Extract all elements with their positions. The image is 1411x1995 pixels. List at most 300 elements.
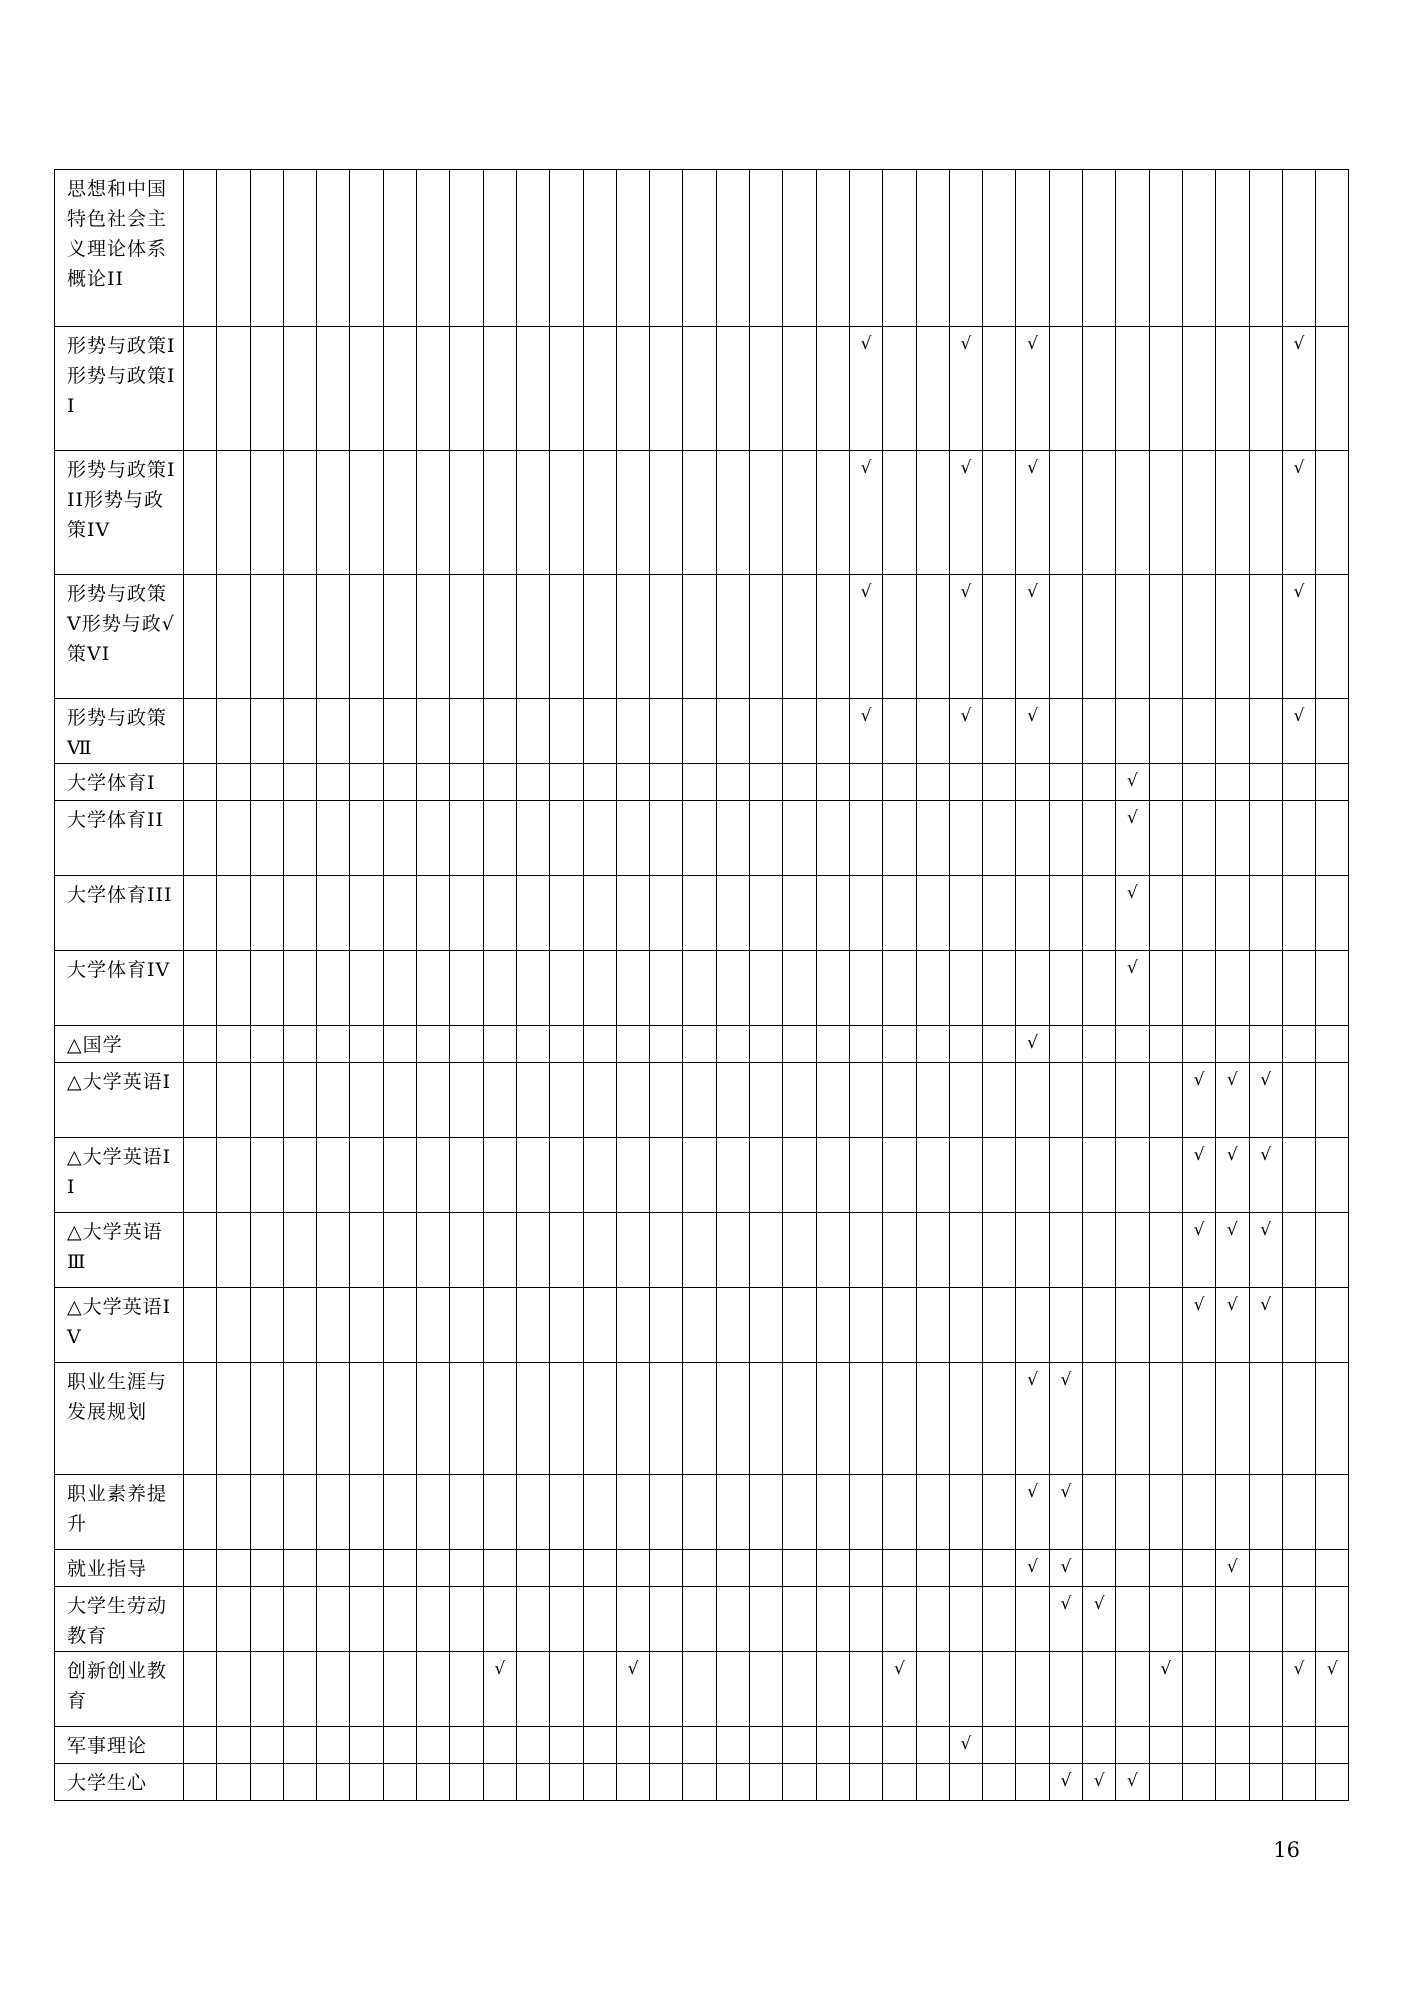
- course-name-cell: △国学: [55, 1026, 184, 1063]
- matrix-cell: [849, 1550, 882, 1587]
- matrix-cell: [883, 1363, 916, 1475]
- matrix-cell: [317, 1213, 350, 1288]
- check-mark: √: [1293, 1659, 1305, 1679]
- matrix-cell: [650, 1213, 683, 1288]
- matrix-cell: [516, 1288, 549, 1363]
- matrix-cell: [1282, 1764, 1315, 1801]
- matrix-cell: [1083, 699, 1116, 764]
- matrix-cell: [550, 1026, 583, 1063]
- matrix-cell: [184, 1550, 217, 1587]
- matrix-cell: [750, 1475, 783, 1550]
- check-mark: √: [1260, 1070, 1272, 1090]
- table-row: [55, 1138, 1349, 1213]
- matrix-cell: [1116, 1363, 1149, 1475]
- matrix-cell: [849, 327, 882, 451]
- matrix-cell: [916, 876, 949, 951]
- matrix-cell: [1249, 1363, 1282, 1475]
- matrix-cell: [683, 1213, 716, 1288]
- matrix-cell: [583, 1138, 616, 1213]
- matrix-cell: [650, 451, 683, 575]
- matrix-cell: [350, 801, 383, 876]
- matrix-cell: [916, 327, 949, 451]
- check-mark: √: [893, 1659, 905, 1679]
- matrix-cell: [949, 1063, 982, 1138]
- check-mark: √: [1127, 1771, 1138, 1791]
- matrix-cell: [983, 170, 1016, 327]
- matrix-cell: [983, 451, 1016, 575]
- matrix-cell: [1216, 801, 1249, 876]
- matrix-cell: [650, 801, 683, 876]
- matrix-cell: [483, 451, 516, 575]
- matrix-cell: [1216, 1764, 1249, 1801]
- matrix-cell: [583, 170, 616, 327]
- matrix-cell: [616, 327, 649, 451]
- matrix-cell: [450, 170, 483, 327]
- matrix-cell: [184, 1652, 217, 1727]
- check-mark: √: [1193, 1070, 1205, 1090]
- matrix-cell: [217, 764, 250, 801]
- matrix-cell: [716, 951, 749, 1026]
- matrix-cell: [550, 876, 583, 951]
- matrix-cell: [583, 1288, 616, 1363]
- matrix-cell: [417, 1587, 450, 1652]
- matrix-cell: [616, 764, 649, 801]
- matrix-cell: [450, 327, 483, 451]
- matrix-cell: [816, 764, 849, 801]
- matrix-cell: [417, 1727, 450, 1764]
- matrix-cell: [1182, 451, 1215, 575]
- check-mark: √: [1093, 1594, 1105, 1614]
- matrix-cell: [417, 1652, 450, 1727]
- check-mark: √: [1060, 1771, 1072, 1791]
- matrix-cell: [916, 1026, 949, 1063]
- matrix-cell: [949, 1026, 982, 1063]
- matrix-cell: [883, 170, 916, 327]
- table-row: [55, 1652, 1349, 1727]
- matrix-cell: [683, 699, 716, 764]
- matrix-cell: [450, 451, 483, 575]
- matrix-cell: [783, 764, 816, 801]
- matrix-cell: [1049, 1587, 1082, 1652]
- matrix-cell: [417, 1363, 450, 1475]
- matrix-cell: [1016, 1363, 1049, 1475]
- matrix-cell: [450, 951, 483, 1026]
- matrix-cell: [1149, 1363, 1182, 1475]
- matrix-cell: [883, 1288, 916, 1363]
- matrix-cell: [849, 170, 882, 327]
- matrix-cell: [1083, 876, 1116, 951]
- matrix-cell: [550, 1288, 583, 1363]
- matrix-cell: [1049, 1288, 1082, 1363]
- matrix-cell: [683, 764, 716, 801]
- matrix-cell: [483, 1727, 516, 1764]
- matrix-cell: [283, 1138, 316, 1213]
- check-mark: √: [1260, 1145, 1272, 1165]
- matrix-cell: [1182, 1764, 1215, 1801]
- check-mark: √: [1060, 1482, 1072, 1502]
- matrix-cell: [1282, 451, 1315, 575]
- matrix-cell: [317, 1652, 350, 1727]
- course-name-cell: 大学生心: [55, 1764, 184, 1801]
- matrix-cell: [650, 1587, 683, 1652]
- check-mark: √: [1226, 1295, 1238, 1315]
- matrix-cell: [184, 451, 217, 575]
- matrix-cell: [217, 951, 250, 1026]
- matrix-cell: [283, 1026, 316, 1063]
- matrix-cell: [417, 801, 450, 876]
- matrix-cell: [184, 801, 217, 876]
- matrix-cell: [750, 451, 783, 575]
- matrix-cell: [184, 876, 217, 951]
- matrix-cell: [417, 1288, 450, 1363]
- matrix-cell: [317, 1063, 350, 1138]
- matrix-cell: [217, 1363, 250, 1475]
- matrix-cell: [1249, 1550, 1282, 1587]
- matrix-cell: [217, 1764, 250, 1801]
- matrix-cell: [383, 575, 416, 699]
- matrix-cell: [1316, 1587, 1349, 1652]
- matrix-cell: [816, 1550, 849, 1587]
- matrix-cell: [1316, 1727, 1349, 1764]
- matrix-cell: [849, 1764, 882, 1801]
- matrix-cell: [750, 764, 783, 801]
- matrix-cell: [1149, 1138, 1182, 1213]
- check-mark: √: [1027, 1482, 1038, 1502]
- matrix-cell: [184, 1764, 217, 1801]
- matrix-cell: [783, 1764, 816, 1801]
- matrix-cell: [783, 327, 816, 451]
- matrix-cell: [184, 1213, 217, 1288]
- matrix-cell: [483, 170, 516, 327]
- matrix-cell: [217, 575, 250, 699]
- matrix-cell: [783, 699, 816, 764]
- matrix-cell: [450, 801, 483, 876]
- matrix-cell: [983, 1026, 1016, 1063]
- matrix-cell: [583, 1764, 616, 1801]
- matrix-cell: [283, 170, 316, 327]
- matrix-cell: [283, 1587, 316, 1652]
- matrix-cell: [1282, 1363, 1315, 1475]
- check-mark: √: [1127, 883, 1138, 903]
- matrix-cell: [783, 1213, 816, 1288]
- matrix-cell: [1216, 1363, 1249, 1475]
- matrix-cell: [550, 1727, 583, 1764]
- matrix-cell: [350, 1550, 383, 1587]
- matrix-cell: [1083, 1764, 1116, 1801]
- matrix-cell: [1116, 1213, 1149, 1288]
- matrix-cell: [1049, 1138, 1082, 1213]
- matrix-cell: [317, 1363, 350, 1475]
- matrix-cell: [683, 170, 716, 327]
- matrix-cell: [1049, 1727, 1082, 1764]
- check-mark: √: [960, 1734, 972, 1754]
- matrix-cell: [650, 876, 683, 951]
- matrix-cell: [317, 1550, 350, 1587]
- matrix-cell: [1249, 1138, 1282, 1213]
- matrix-cell: [1316, 1026, 1349, 1063]
- matrix-cell: [949, 575, 982, 699]
- matrix-cell: [350, 1587, 383, 1652]
- matrix-cell: [583, 1652, 616, 1727]
- matrix-cell: [616, 451, 649, 575]
- matrix-cell: [350, 1026, 383, 1063]
- matrix-cell: [1316, 1213, 1349, 1288]
- matrix-cell: [550, 1652, 583, 1727]
- matrix-cell: [750, 1550, 783, 1587]
- check-mark: √: [1226, 1557, 1238, 1577]
- matrix-cell: [750, 170, 783, 327]
- matrix-cell: [516, 451, 549, 575]
- matrix-cell: [983, 1063, 1016, 1138]
- course-name-cell: 大学生劳动教育: [55, 1587, 184, 1652]
- table-row: [55, 575, 1349, 699]
- matrix-cell: [949, 876, 982, 951]
- matrix-cell: [1316, 575, 1349, 699]
- course-name-cell: 大学体育II: [55, 801, 184, 876]
- matrix-cell: [516, 801, 549, 876]
- matrix-cell: [417, 327, 450, 451]
- matrix-cell: [1083, 1363, 1116, 1475]
- matrix-cell: [1083, 1727, 1116, 1764]
- matrix-cell: [417, 1764, 450, 1801]
- matrix-cell: [1116, 951, 1149, 1026]
- matrix-cell: [317, 327, 350, 451]
- matrix-cell: [317, 1727, 350, 1764]
- check-mark: √: [1226, 1070, 1238, 1090]
- matrix-cell: [250, 1764, 283, 1801]
- matrix-cell: [583, 327, 616, 451]
- matrix-cell: [816, 170, 849, 327]
- matrix-cell: [1249, 699, 1282, 764]
- matrix-cell: [217, 1288, 250, 1363]
- matrix-cell: [1282, 327, 1315, 451]
- matrix-cell: [450, 1138, 483, 1213]
- matrix-cell: [383, 801, 416, 876]
- table-row: [55, 951, 1349, 1026]
- matrix-cell: [1116, 699, 1149, 764]
- matrix-cell: [483, 1213, 516, 1288]
- matrix-cell: [1182, 1138, 1215, 1213]
- matrix-cell: [683, 1550, 716, 1587]
- matrix-cell: [916, 575, 949, 699]
- matrix-cell: [383, 1652, 416, 1727]
- matrix-cell: [1182, 699, 1215, 764]
- matrix-cell: [550, 451, 583, 575]
- matrix-cell: [417, 451, 450, 575]
- matrix-cell: [250, 801, 283, 876]
- matrix-cell: [1149, 1550, 1182, 1587]
- matrix-cell: [983, 327, 1016, 451]
- matrix-cell: [750, 1764, 783, 1801]
- matrix-cell: [483, 1063, 516, 1138]
- matrix-cell: [616, 1727, 649, 1764]
- matrix-cell: [184, 1727, 217, 1764]
- matrix-cell: [350, 876, 383, 951]
- course-name-cell: 职业素养提升: [55, 1475, 184, 1550]
- matrix-cell: [1316, 451, 1349, 575]
- matrix-cell: [650, 1138, 683, 1213]
- matrix-cell: [1083, 1213, 1116, 1288]
- matrix-cell: [1282, 170, 1315, 327]
- matrix-cell: [516, 1063, 549, 1138]
- matrix-cell: [983, 1652, 1016, 1727]
- matrix-cell: [483, 1475, 516, 1550]
- matrix-cell: [949, 170, 982, 327]
- matrix-cell: [783, 1138, 816, 1213]
- matrix-cell: [1149, 951, 1182, 1026]
- matrix-cell: [217, 876, 250, 951]
- check-mark: √: [494, 1659, 506, 1679]
- matrix-cell: [217, 451, 250, 575]
- matrix-cell: [816, 1475, 849, 1550]
- matrix-cell: [317, 876, 350, 951]
- matrix-cell: [450, 1764, 483, 1801]
- matrix-cell: [1182, 1063, 1215, 1138]
- check-mark: √: [627, 1659, 639, 1679]
- matrix-cell: [816, 1764, 849, 1801]
- matrix-cell: [1182, 1363, 1215, 1475]
- matrix-cell: [716, 1764, 749, 1801]
- matrix-cell: [483, 1764, 516, 1801]
- matrix-cell: [716, 1727, 749, 1764]
- matrix-cell: [417, 1213, 450, 1288]
- matrix-cell: [1149, 1063, 1182, 1138]
- check-mark: √: [1027, 706, 1038, 726]
- matrix-cell: [217, 1026, 250, 1063]
- matrix-cell: [1049, 170, 1082, 327]
- matrix-cell: [283, 699, 316, 764]
- matrix-cell: [1182, 170, 1215, 327]
- matrix-cell: [883, 575, 916, 699]
- matrix-cell: [816, 1363, 849, 1475]
- matrix-cell: [1083, 1288, 1116, 1363]
- matrix-cell: [1083, 951, 1116, 1026]
- matrix-cell: [716, 1026, 749, 1063]
- matrix-cell: [1282, 575, 1315, 699]
- table-row: [55, 451, 1349, 575]
- matrix-cell: [783, 1363, 816, 1475]
- matrix-cell: [1282, 1288, 1315, 1363]
- matrix-cell: [217, 1138, 250, 1213]
- matrix-cell: [1282, 1026, 1315, 1063]
- matrix-cell: [1216, 575, 1249, 699]
- matrix-cell: [383, 1550, 416, 1587]
- matrix-cell: [983, 575, 1016, 699]
- matrix-cell: [616, 1587, 649, 1652]
- matrix-cell: [1182, 1550, 1215, 1587]
- matrix-cell: [350, 699, 383, 764]
- matrix-cell: [350, 327, 383, 451]
- matrix-cell: [616, 1475, 649, 1550]
- matrix-cell: [750, 1213, 783, 1288]
- matrix-cell: [1216, 1550, 1249, 1587]
- matrix-cell: [883, 1587, 916, 1652]
- matrix-cell: [250, 1727, 283, 1764]
- matrix-cell: [816, 451, 849, 575]
- matrix-cell: [1182, 327, 1215, 451]
- matrix-cell: [583, 1475, 616, 1550]
- matrix-cell: [1149, 876, 1182, 951]
- matrix-cell: [750, 1652, 783, 1727]
- check-mark: √: [1193, 1295, 1205, 1315]
- matrix-cell: [283, 1363, 316, 1475]
- matrix-cell: [650, 699, 683, 764]
- matrix-cell: [1049, 1363, 1082, 1475]
- matrix-cell: [283, 1288, 316, 1363]
- matrix-cell: [1116, 1138, 1149, 1213]
- matrix-cell: [417, 1475, 450, 1550]
- matrix-cell: [1116, 801, 1149, 876]
- matrix-cell: [1149, 1652, 1182, 1727]
- matrix-cell: [1116, 327, 1149, 451]
- course-name-cell: △大学英语IV: [55, 1288, 184, 1363]
- check-mark: √: [1060, 1370, 1072, 1390]
- matrix-cell: [283, 1475, 316, 1550]
- matrix-cell: [450, 876, 483, 951]
- table-row: [55, 1764, 1349, 1801]
- matrix-cell: [217, 1475, 250, 1550]
- matrix-cell: [1282, 951, 1315, 1026]
- matrix-cell: [883, 1063, 916, 1138]
- matrix-cell: [450, 764, 483, 801]
- check-mark: √: [1027, 1033, 1038, 1053]
- matrix-cell: [250, 1475, 283, 1550]
- matrix-cell: [716, 575, 749, 699]
- matrix-cell: [583, 1587, 616, 1652]
- matrix-cell: [250, 951, 283, 1026]
- matrix-cell: [483, 699, 516, 764]
- matrix-cell: [1282, 1727, 1315, 1764]
- matrix-cell: [949, 1764, 982, 1801]
- matrix-cell: [283, 876, 316, 951]
- matrix-cell: [783, 170, 816, 327]
- matrix-cell: [650, 1727, 683, 1764]
- matrix-cell: [217, 170, 250, 327]
- check-mark: √: [860, 706, 872, 726]
- matrix-cell: [250, 1587, 283, 1652]
- matrix-cell: [516, 699, 549, 764]
- matrix-cell: [450, 1652, 483, 1727]
- matrix-cell: [1216, 764, 1249, 801]
- check-mark: √: [1060, 1557, 1072, 1577]
- matrix-cell: [650, 327, 683, 451]
- matrix-cell: [383, 1213, 416, 1288]
- matrix-cell: [849, 1727, 882, 1764]
- matrix-cell: [816, 1063, 849, 1138]
- matrix-cell: [783, 1288, 816, 1363]
- matrix-cell: [583, 699, 616, 764]
- matrix-cell: [383, 1727, 416, 1764]
- matrix-cell: [783, 1587, 816, 1652]
- matrix-cell: [550, 1363, 583, 1475]
- matrix-cell: [1149, 1727, 1182, 1764]
- matrix-cell: [1116, 764, 1149, 801]
- matrix-cell: [949, 1138, 982, 1213]
- matrix-cell: [1182, 876, 1215, 951]
- matrix-cell: [916, 951, 949, 1026]
- table-row: [55, 170, 1349, 327]
- matrix-cell: [417, 170, 450, 327]
- matrix-cell: [1316, 1138, 1349, 1213]
- matrix-cell: [283, 1764, 316, 1801]
- matrix-cell: [616, 951, 649, 1026]
- matrix-cell: [1116, 1475, 1149, 1550]
- matrix-cell: [1083, 327, 1116, 451]
- matrix-cell: [550, 951, 583, 1026]
- matrix-cell: [483, 327, 516, 451]
- matrix-cell: [1049, 801, 1082, 876]
- matrix-cell: [250, 1063, 283, 1138]
